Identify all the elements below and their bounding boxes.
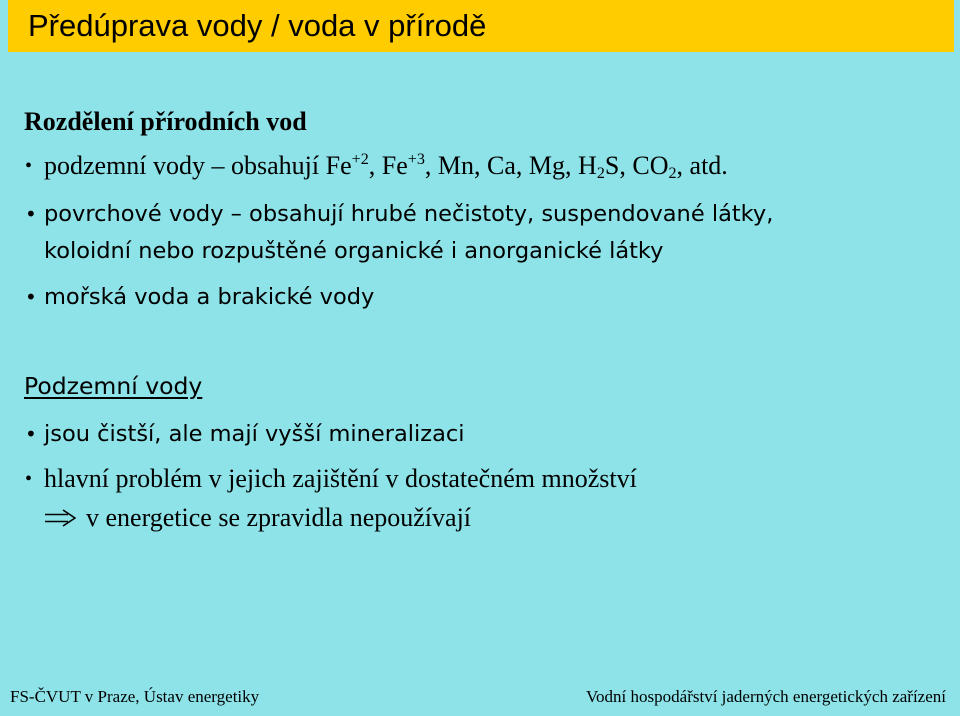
composition-text-d: S, CO [604, 151, 669, 180]
composition-text-e: , atd. [676, 151, 728, 180]
bullet-marker [25, 282, 37, 312]
bullet-surface-water-line-1: povrchové vody – obsahují hrubé nečistoty, suspendované látky, [44, 201, 774, 227]
footer-course-title: Vodní hospodářství jaderných energetických zařízení [585, 687, 946, 706]
section-heading-groundwater: Podzemní vody [24, 372, 203, 400]
conclusion-text: v energetice se zpravidla nepoužívají [86, 503, 472, 532]
bullet-marker [25, 419, 37, 449]
section-heading-natural-waters: Rozdělení přírodních vod [24, 107, 307, 136]
iron-charge-3: +3 [407, 151, 425, 169]
composition-text-c: , Mn, Ca, Mg, H [424, 151, 597, 180]
bullet-groundwater-composition [44, 151, 728, 181]
bullet-marker [25, 464, 37, 494]
conclusion-line [44, 503, 471, 533]
bullet-surface-water-line-2: koloidní nebo rozpuštěné organické i anorganické látky [44, 238, 664, 264]
title-bar [8, 0, 954, 52]
iron-charge-2: +2 [351, 151, 369, 169]
oxygen-subscript: 2 [668, 164, 677, 182]
composition-text-a: podzemní vody – obsahují Fe [44, 151, 352, 180]
bullet-marker [25, 199, 37, 229]
hydrogen-subscript: 2 [596, 164, 605, 182]
footer-institution: FS-ČVUT v Praze, Ústav energetiky [10, 687, 260, 706]
double-right-arrow-icon [44, 509, 76, 527]
bullet-groundwater-problem: hlavní problém v jejich zajištění v dostatečném množství [44, 464, 637, 493]
bullet-marker [25, 151, 37, 181]
composition-text-b: , Fe [368, 151, 408, 180]
bullet-groundwater-cleaner: jsou čistší, ale mají vyšší mineralizaci [44, 421, 465, 447]
bullet-sea-water: mořská voda a brakické vody [44, 284, 375, 310]
page-title: Předúprava vody / voda v přírodě [28, 8, 487, 43]
